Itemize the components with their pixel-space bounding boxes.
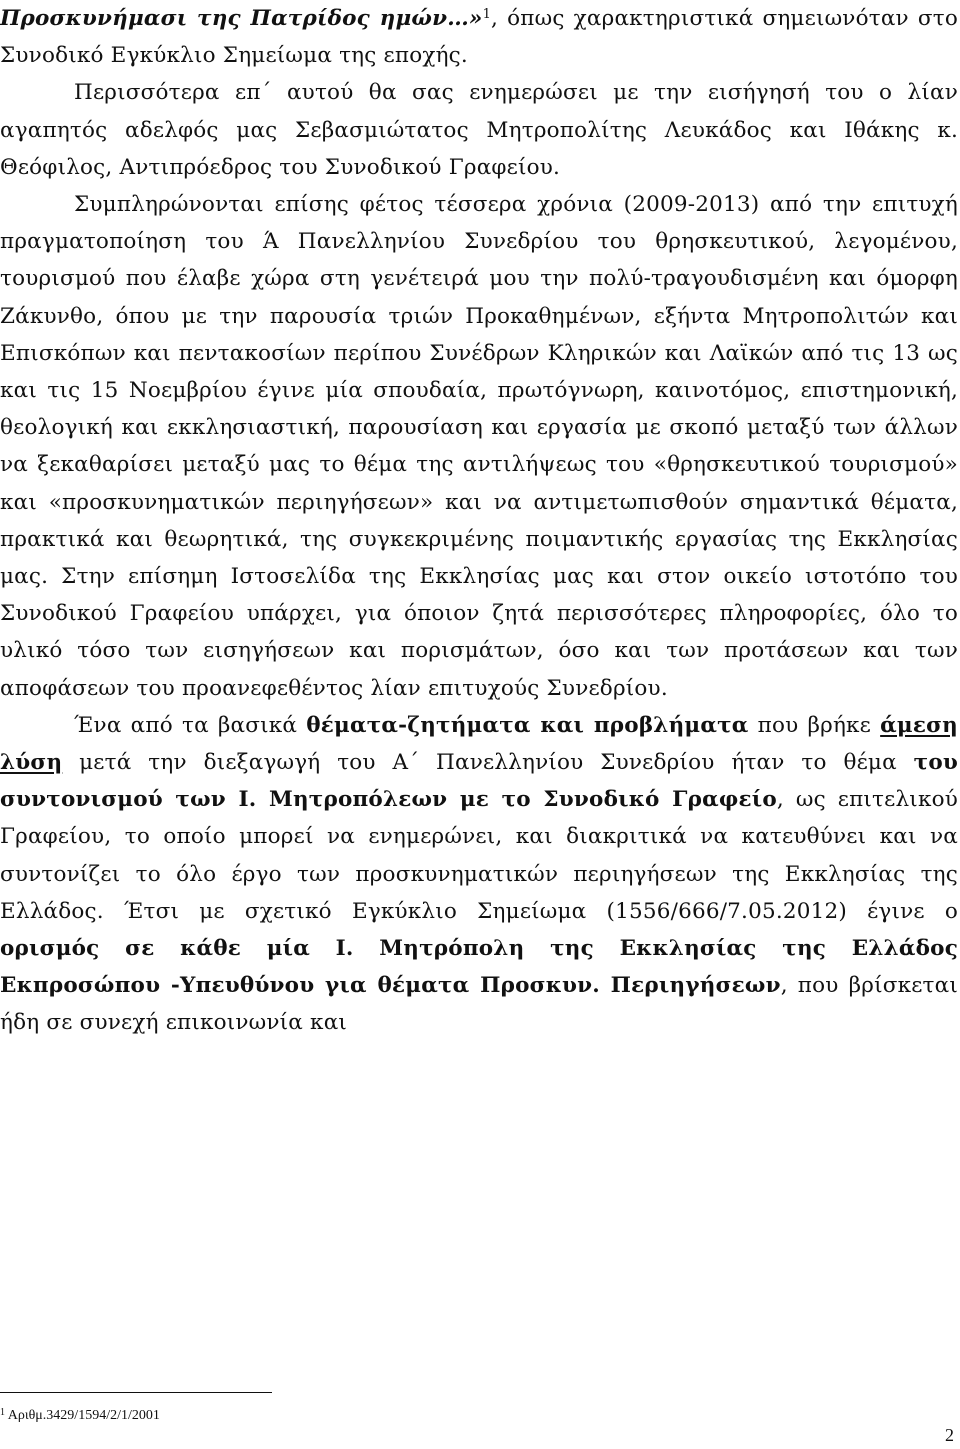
paragraph-1 bbox=[0, 0, 958, 74]
footnote-reference[interactable]: 1 bbox=[482, 7, 492, 22]
paragraph-4-text-2: που βρήκε bbox=[748, 712, 881, 738]
footnote-mark: 1 bbox=[0, 1407, 5, 1418]
paragraph-4-text-1: Ένα από τα βασικά bbox=[74, 712, 307, 738]
footnote bbox=[0, 1406, 160, 1426]
paragraph-4 bbox=[0, 707, 958, 1042]
paragraph-2: Περισσότερα επ΄ αυτού θα σας ενημερώσει με την εισήγησή του ο λίαν αγαπητός αδελφός μας Σεβασμιώτατος Μητροπολίτης Λευκάδος και Ιθάκης κ. Θεόφιλος, Αντιπρόεδρος του Συνοδικού Γραφείου. bbox=[0, 80, 958, 180]
footnote-text: Αριθμ.3429/1594/2/1/2001 bbox=[5, 1408, 160, 1423]
bold-phrase-issues: θέματα-ζητήματα και προβλήματα bbox=[306, 712, 749, 738]
italic-bold-lead: Προσκυνήμασι της Πατρίδος ημών…» bbox=[0, 6, 483, 31]
paragraph-4-text-3: μετά την διεξαγωγή του Α΄ Πανελληνίου Συνεδρίου ήταν το θέμα bbox=[62, 750, 914, 776]
paragraph-4-text-4: , ως επιτελικού Γραφείου, το οποίο μπορεί να ενημερώνει, και διακριτικά να κατευθύνει και να συντονίζει το όλο έργο των προσκυνηματικών περιηγήσεων της Εκκλησίας της Ελλάδος. Έτσι με σχετικό Εγκύκλιο Σημείωμα (1556/666/7.05.2012) έγινε ο bbox=[0, 787, 958, 924]
underlined-bold-solution: άμεση λύση bbox=[0, 712, 958, 776]
page-number: 2 bbox=[945, 1425, 954, 1445]
footnote-separator bbox=[0, 1392, 272, 1393]
paragraph-4-text-5: , που βρίσκεται ήδη σε συνεχή επικοινωνία και bbox=[0, 973, 958, 1036]
bold-phrase-appointment: ορισμός σε κάθε μία Ι. Μητρόπολη της Εκκλησίας της Ελλάδος Εκπροσώπου -Υπευθύνου για θέματα Προσκυν. Περιηγήσεων bbox=[0, 936, 958, 999]
paragraph-1-text: , όπως χαρακτηριστικά σημειωνόταν στο Συνοδικό Εγκύκλιο Σημείωμα της εποχής. bbox=[0, 6, 958, 69]
paragraph-3: Συμπληρώνονται επίσης φέτος τέσσερα χρόνια (2009-2013) από την επιτυχή πραγματοποίηση του Ά Πανελληνίου Συνεδρίου του θρησκευτικού, λεγομένου, τουρισμού που έλαβε χώρα στη γενέτειρά μου την πολύ-τραγουδισμένη και όμορφη Ζάκυνθο, όπου με την παρουσία τριών Προκαθημένων, εξήντα Μητροπολιτών και Επισκόπων και πεντακοσίων περίπου Συνέδρων Κληρικών και Λαϊκών από τις 13 ως και τις 15 Νοεμβρίου έγινε μία σπουδαία, πρωτόγνωρη, καινοτόμος, επιστημονική, θεολογική και εκκλησιαστική, παρουσίαση και εργασία με σκοπό μεταξύ των άλλων να ξεκαθαρίσει μεταξύ μας το θέμα της αντιλήψεως του «θρησκευτικού τουρισμού» και «προσκυνηματικών περιηγήσεων» και να αντιμετωπισθούν σημαντικά θέματα, πρακτικά και θεωρητικά, της συγκεκριμένης ποιμαντικής εργασίας της Εκκλησίας μας. Στην επίσημη Ιστοσελίδα της Εκκλησίας μας και στον οικείο ιστοτόπο του Συνοδικού Γραφείου υπάρχει, για όποιον ζητά περισσότερες πληροφορίες, όλο το υλικό τόσο των εισηγήσεων και πορισμάτων, όσο και των προτάσεων και των αποφάσεων του προανεφεθέντος λίαν επιτυχούς Συνεδρίου. bbox=[0, 192, 958, 701]
bold-phrase-coordination: του συντονισμού των Ι. Μητροπόλεων με το Συνοδικό Γραφείο bbox=[0, 750, 958, 813]
